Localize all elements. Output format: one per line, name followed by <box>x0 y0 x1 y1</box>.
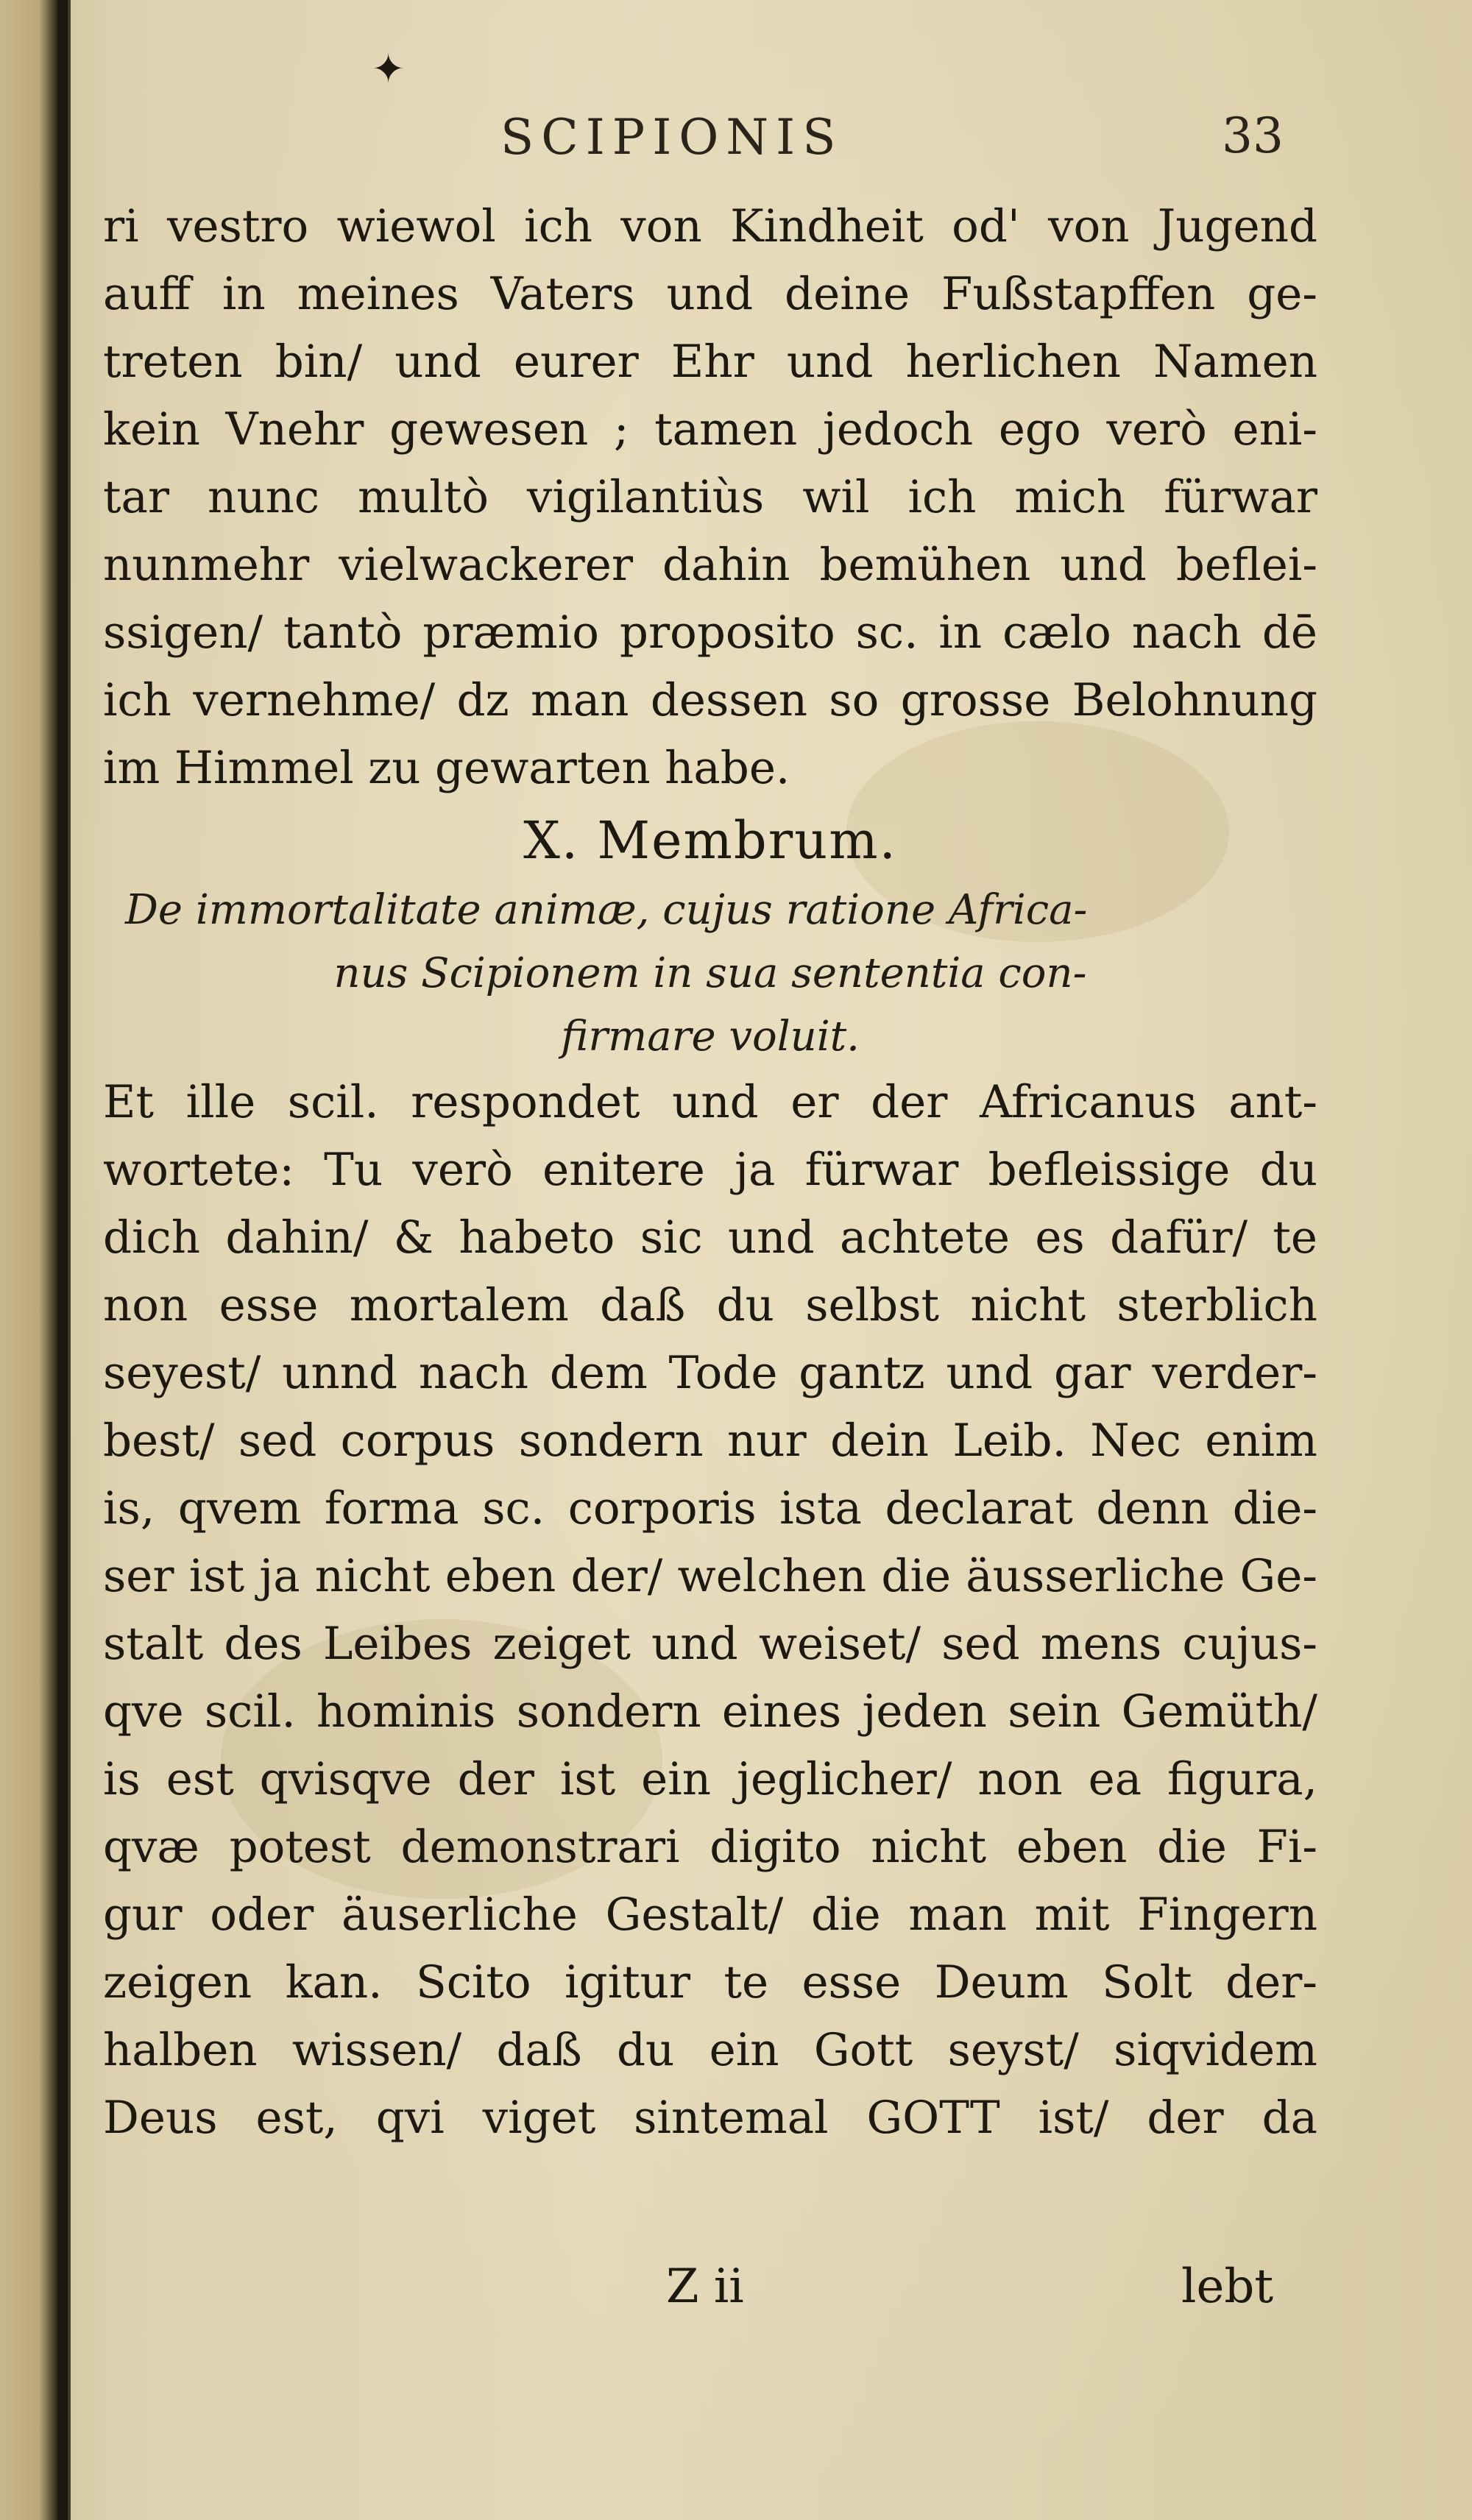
text-line: nunmehr vielwackerer dahin bemühen und beflei- <box>103 539 1317 591</box>
section-heading: X. Membrum. <box>523 810 897 871</box>
text-line: is, qvem forma sc. corporis ista declarat denn die- <box>103 1482 1317 1535</box>
text-line: halben wissen/ daß du ein Gott seyst/ siqvidem <box>103 2024 1317 2076</box>
text-line: stalt des Leibes zeiget und weiset/ sed mens cujus- <box>103 1618 1317 1670</box>
text-line: treten bin/ und eurer Ehr und herlichen Namen <box>103 336 1317 388</box>
text-line: qve scil. hominis sondern eines jeden sein Gemüth/ <box>103 1685 1317 1738</box>
section-summary-line: De immortalitate animæ, cujus ratione Africa- <box>125 886 1088 934</box>
text-line: is est qvisqve der ist ein jeglicher/ non ea figura, <box>103 1753 1317 1805</box>
text-line: Et ille scil. respondet und er der Africanus ant- <box>103 1076 1317 1128</box>
section-summary-line: firmare voluit. <box>561 1013 860 1061</box>
text-line: ich vernehme/ dz man dessen so grosse Belohnung <box>103 674 1317 726</box>
text-line: auff in meines Vaters und deine Fußstapffen ge- <box>103 268 1317 320</box>
text-line: gur oder äuserliche Gestalt/ die man mit Fingern <box>103 1889 1317 1941</box>
section-summary-line: nus Scipionem in sua sententia con- <box>333 949 1087 997</box>
text-line: ssigen/ tantò præmio proposito sc. in cælo nach dē <box>103 606 1317 659</box>
running-head: SCIPIONIS <box>500 109 843 166</box>
catchword: lebt <box>1181 2259 1274 2314</box>
text-line: seyest/ unnd nach dem Tode gantz und gar verder- <box>103 1347 1317 1399</box>
binding-edge-line <box>57 0 68 2520</box>
text-line: im Himmel zu gewarten habe. <box>103 742 790 794</box>
text-line: kein Vnehr gewesen ; tamen jedoch ego verò eni- <box>103 403 1317 456</box>
text-line: Deus est, qvi viget sintemal GOTT ist/ der da <box>103 2092 1317 2144</box>
text-line: dich dahin/ & habeto sic und achtete es dafür/ te <box>103 1211 1317 1264</box>
text-line: qvæ potest demonstrari digito nicht eben die Fi- <box>103 1821 1317 1873</box>
text-line: ri vestro wiewol ich von Kindheit od' von Jugend <box>103 200 1317 252</box>
ornament-mark: ✦ <box>372 46 406 92</box>
text-line: best/ sed corpus sondern nur dein Leib. Nec enim <box>103 1415 1317 1467</box>
text-line: tar nunc multò vigilantiùs wil ich mich fürwar <box>103 471 1317 523</box>
text-line: ser ist ja nicht eben der/ welchen die äusserliche Ge- <box>103 1550 1317 1602</box>
text-block <box>103 193 1317 2152</box>
text-line: wortete: Tu verò enitere ja fürwar befleissige du <box>103 1144 1317 1196</box>
page-number: 33 <box>1222 107 1284 164</box>
text-line: non esse mortalem daß du selbst nicht sterblich <box>103 1279 1317 1331</box>
text-line: zeigen kan. Scito igitur te esse Deum Solt der- <box>103 1956 1317 2008</box>
signature-mark: Z ii <box>666 2259 744 2314</box>
